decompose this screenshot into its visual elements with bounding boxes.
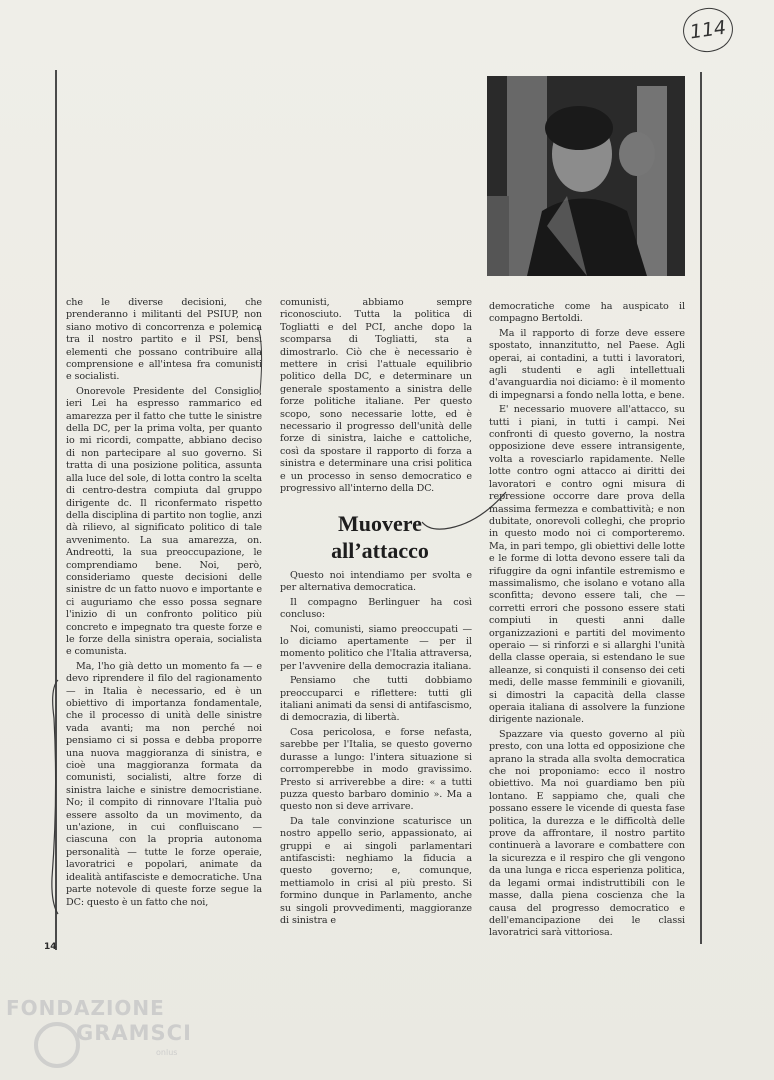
page-number: 14 (44, 942, 57, 952)
column-2-top (280, 297, 472, 498)
column-1 (66, 297, 262, 911)
portrait-photo (487, 76, 685, 276)
paragraph: Pensiamo che tutti dobbiamo preoccuparci e riflettere: tutti gli italiani animati da sensi di antifascismo, di democrazia, di libertà. (280, 675, 472, 724)
paragraph: Cosa pericolosa, e forse nefasta, sarebbe per l'Italia, se questo governo durasse a lungo: l'intera situazione si corromperebbe in modo gravissimo. Presto si arriverebbe a dire: « a tutti puzza questo barbaro dominio ». Ma a questo non si deve arrivare. (280, 726, 472, 813)
paragraph: Ma, l'ho già detto un momento fa — e devo riprendere il filo del ragionamento — in Italia è necessario, ed è un obiettivo di importanza fondamentale, che il processo di unità delle sinistre vada avanti; ma non perché noi pensiamo ci si possa e debba proporre una nuova maggioranza di sinistra, e cioè una maggioranza formata da comunisti, socialisti, altre forze di sinistra laiche e sinistre democristiane. No; il compito di rinnovare l'Italia può essere assolto da un movimento, da un'azione, in cui confluiscano — ciascuna con la propria autonoma personalità — tutte le forze operaie, lavoratrici e popolari, animate da idealità antifasciste e democratiche. Una parte notevole di queste forze segue la DC: questo è un fatto che noi, (66, 660, 262, 908)
paragraph: Da tale convinzione scaturisce un nostro appello serio, appassionato, ai gruppi e ai singoli parlamentari antifascisti: neghiamo la fiducia a questo governo; e, comunque, mettiamolo in crisi al più presto. Si formino dunque in Parlamento, anche su singoli provvedimenti, maggioranze di sinistra e (280, 815, 472, 926)
paragraph: democratiche come ha auspicato il compagno Bertoldi. (489, 301, 685, 325)
paragraph: Spazzare via questo governo al più presto, con una lotta ed opposizione che aprano la strada alla svolta democratica che noi proponiamo: ecco il nostro obiettivo. Ma noi guardiamo ben più lontano. E sappiamo che, quali che possano essere le vicende di questa fase politica, la durezza e le difficoltà delle prove da affrontare, il nostro partito continuerà a lavorare e combattere con la sicurezza e il respiro che gli vengono da una lunga e ricca esperienza politica, da legami ormai indistruttibili con le masse, dalla piena coscienza che la causa del progresso democratico e dell'emancipazione dei le classi lavoratrici sarà vittoriosa. (489, 728, 685, 939)
archive-number-stamp: 114 (680, 5, 736, 56)
section-headline: Muovere all’attacco (331, 511, 429, 563)
paragraph: Il compagno Berlinguer ha così concluso: (280, 596, 472, 621)
pen-bracket-mark (256, 325, 266, 395)
right-margin-rule (700, 72, 702, 944)
paragraph: comunisti, abbiamo sempre riconosciuto. Tutta la politica di Togliatti e del PCI, anche dopo la scomparsa di Togliatti, sta a dimostrarlo. Ciò che è necessario è mettere in crisi l'attuale equilibrio politico della DC, e determinare un generale spostamento a sinistra delle forze politiche italiane. Per questo scopo, sono necessarie lotte, ed è necessario il progresso dell'unità delle forze di sinistra, laiche e cattoliche, così da spostare il rapporto di forza a sinistra e determinare una crisi politica e un processo in senso democratico e progressivo all'interno della DC. (280, 297, 472, 495)
watermark-suffix: onlus (156, 1048, 178, 1057)
pen-bracket-mark (48, 678, 62, 918)
paragraph: Questo noi intendiamo per svolta e per alternativa democratica. (280, 570, 472, 594)
paragraph: Ma il rapporto di forze deve essere spostato, innanzitutto, nel Paese. Agli operai, ai contadini, a tutti i lavoratori, agli studenti e agli intellettuali d'avanguardia noi diciamo: è il momento di impegnarsi a fondo nella lotta, e bene. (489, 327, 685, 401)
paragraph: che le diverse decisioni, che prenderanno i militanti del PSIUP, non siano motivo di concorrenza e polemica tra il nostro partito e il PSI, bensì elementi che possano contribuire alla comprensione e all'intesa fra comunisti e socialisti. (66, 297, 262, 383)
watermark-line1: FONDAZIONE (6, 996, 165, 1020)
watermark-logo-icon (32, 1020, 82, 1070)
paragraph: Noi, comunisti, siamo preoccupati — lo diciamo apertamente — per il momento politico che l'Italia attraversa, per l'avvenire della democrazia italiana. (280, 623, 472, 672)
column-2-bottom (280, 570, 472, 929)
paragraph: E' necessario muovere all'attacco, su tutti i piani, in tutti i campi. Nei confronti di questo governo, la nostra opposizione deve essere intransigente, volta a rovesciarlo rapidamente. Nelle lotte contro ogni attacco ai diritti dei lavoratori e contro ogni misura di repressione occorre dare prova della massima fermezza e combattività; e non dubitate, onorevoli colleghi, che proprio in questo modo noi ci comporteremo. Ma, in pari tempo, gli obiettivi delle lotte e le forme di lotta devono essere tali da rifuggire da ogni infantile estremismo e massimalismo, che isolano e votano alla sconfitta; devono essere tali, che — corretti errori che possono essere stati compiuti in questi anni dalle organizzazioni e partiti del movimento operaio — si rinforzi e si allarghi l'unità della classe operaia, si estendano le sue alleanze, si conquisti il consenso dei ceti medi, delle masse femminili e giovanili, si dimostri la capacità della classe operaia italiana di assolvere la funzione dirigente nazionale. (489, 404, 685, 726)
watermark (6, 996, 192, 1057)
column-3 (489, 301, 685, 942)
watermark-line2: GRAMSCI (76, 1021, 192, 1045)
paragraph: Onorevole Presidente del Consiglio, ieri Lei ha espresso rammarico ed amarezza per il fatto che tutte le sinistre della DC, per la prima volta, per quanto io mi ricordi, compatte, abbiano deciso di non partecipare al suo governo. Si tratta di una posizione politica, assunta alla luce del sole, di lotta contro la scelta di centro-destra compiuta dal gruppo dirigente dc. Il riconfermato rispetto della disciplina di partito non toglie, anzi dà rilievo, al significato politico di tale avvenimento. La sua amarezza, on. Andreotti, la sua preoccupazione, le comprendiamo bene. Noi, però, consideriamo queste decisioni delle sinistre dc un fatto nuovo e importante e ci auguriamo che esso possa segnare l'inizio di un confronto politico più concreto e impegnato tra queste forze e le forze della sinistra operaia, socialista e comunista. (66, 385, 262, 658)
